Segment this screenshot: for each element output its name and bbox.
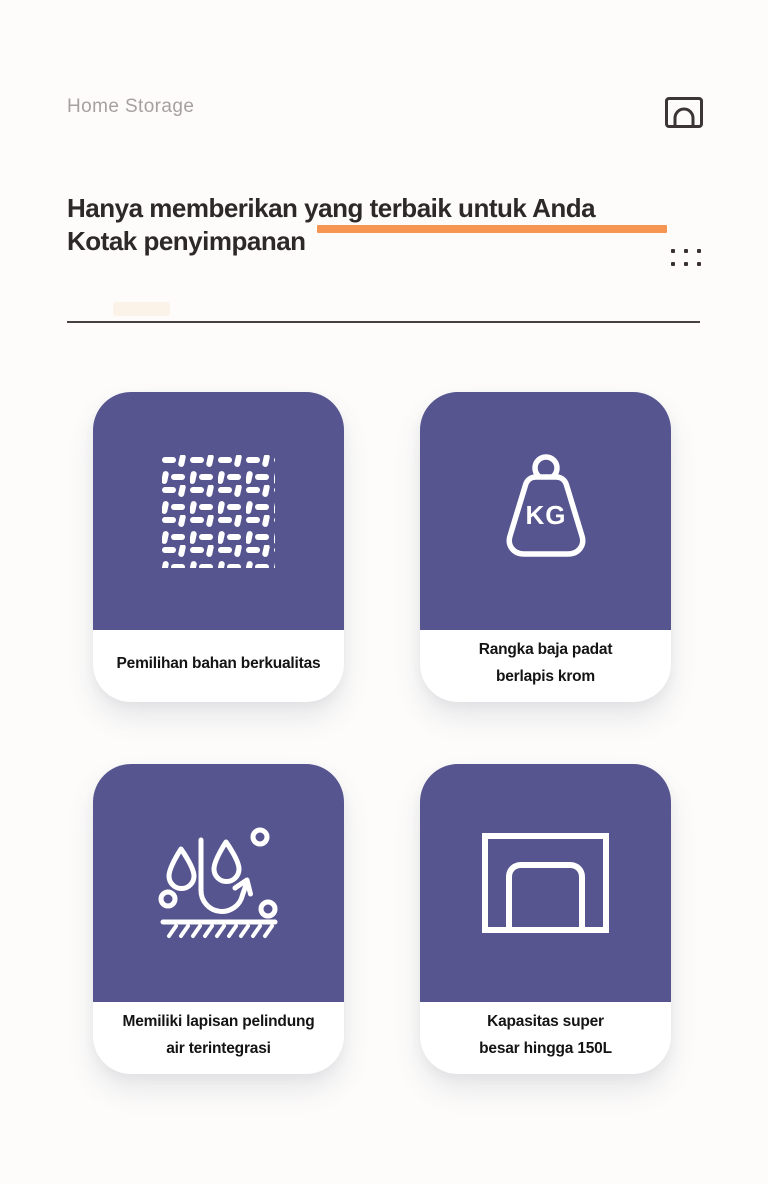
feature-card-label: Kapasitas super besar hingga 150L [479,1013,612,1057]
page-title [67,192,707,258]
kg-weight-icon [420,392,671,630]
open-box-capacity-icon [420,764,671,1002]
water-repellent-icon [93,764,344,1002]
feature-card-frame [420,392,671,702]
feature-card-capacity [420,764,671,1074]
feature-card-label: Pemilihan bahan berkualitas [116,654,321,672]
brand-name: Home Storage [67,96,195,117]
feature-card-material [93,392,344,702]
page-title-line1: Hanya memberikan yang terbaik untuk Anda [67,193,596,223]
decorative-swatch [113,302,170,316]
feature-card-label: Memiliki lapisan pelindung air terintegrasi [122,1013,315,1057]
page-title-line2: Kotak penyimpanan [67,226,306,256]
section-divider [67,321,700,323]
woven-fabric-icon [93,392,344,630]
kg-icon-label: KG [525,500,566,530]
feature-card-waterproof [93,764,344,1074]
feature-card-label: Rangka baja padat berlapis krom [478,641,613,685]
feature-card-grid [93,392,671,1074]
storage-box-icon [665,97,703,128]
